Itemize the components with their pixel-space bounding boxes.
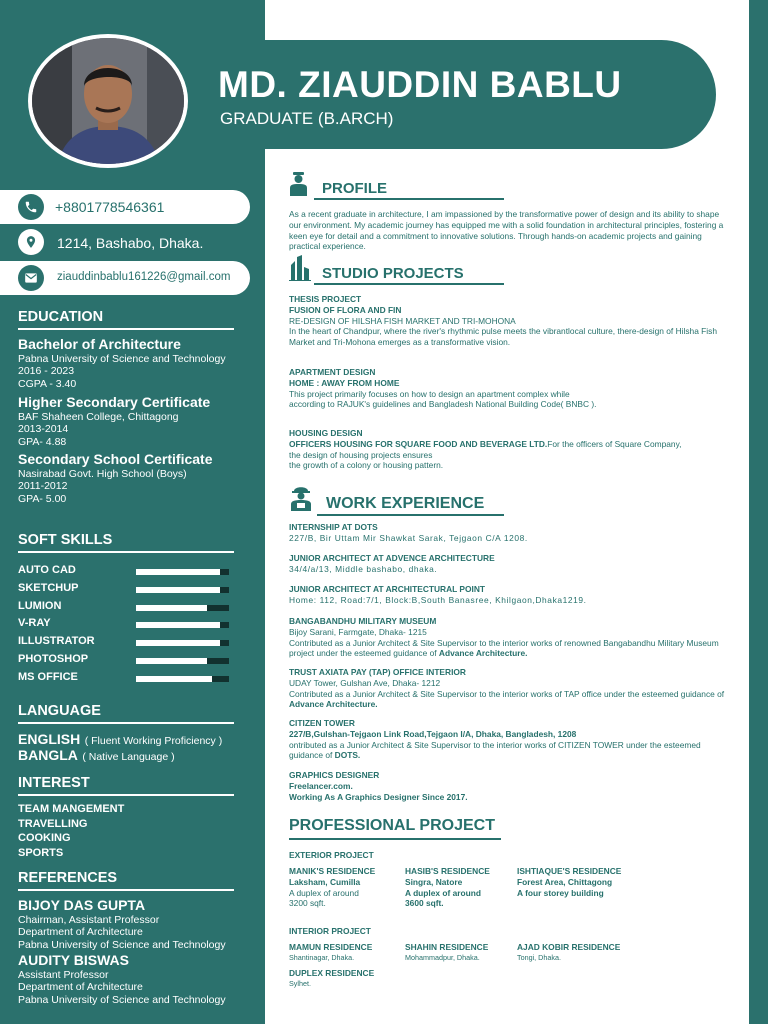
apartment-line: This project primarily focuses on how to design an apartment complex while xyxy=(289,388,570,399)
building-icon xyxy=(289,255,311,281)
skill-level-bar xyxy=(136,658,229,664)
soft-skills-divider xyxy=(18,551,234,553)
skill-level-bar xyxy=(136,640,229,646)
profile-photo xyxy=(28,34,188,168)
project-location: Tongi, Dhaka. xyxy=(517,952,561,962)
project-desc: 3600 sqft. xyxy=(405,898,444,909)
interest-item: TEAM MANGEMENT xyxy=(18,803,125,815)
job-description: Contributed as a Junior Architect & Site Supervisor to the interior works of TAP office under the esteemed guidance of xyxy=(289,688,725,699)
education-item xyxy=(18,451,213,506)
reference-name: AUDITY BISWAS xyxy=(18,952,129,968)
skill-level-bar xyxy=(136,622,229,628)
housing-label: HOUSING DESIGN xyxy=(289,428,363,438)
language-item xyxy=(18,746,175,765)
interest-heading: INTEREST xyxy=(18,775,90,791)
project-desc: A duplex of around xyxy=(289,887,359,898)
interior-project xyxy=(289,942,404,962)
professional-divider xyxy=(289,838,501,840)
interior-project xyxy=(517,942,657,962)
job-address: 34/4/a/13, Middle bashabo, dhaka. xyxy=(289,563,438,574)
soft-skills-heading: SOFT SKILLS xyxy=(18,532,113,548)
degree: Bachelor of Architecture xyxy=(18,336,181,352)
job-title: CITIZEN TOWER xyxy=(289,718,355,728)
education-heading: EDUCATION xyxy=(18,309,104,325)
job-line: Working As A Graphics Designer Since 2017. xyxy=(289,791,468,802)
reference-line: Assistant Professor xyxy=(18,968,109,981)
apartment-line: according to RAJUK's guidelines and Bangladesh National Building Code( BNBC ). xyxy=(289,399,597,410)
skill-level-fill xyxy=(136,640,220,646)
project-name: ISHTIAQUE'S RESIDENCE xyxy=(517,866,622,876)
years: 2016 - 2023 xyxy=(18,365,75,378)
right-accent-strip xyxy=(749,0,768,1024)
skill-level-fill xyxy=(136,622,220,628)
job-line: Freelancer.com. xyxy=(289,780,353,791)
skill-label: LUMION xyxy=(18,599,62,612)
apartment-project xyxy=(289,367,729,410)
reference-line: Department of Architecture xyxy=(18,926,143,939)
project-name: SHAHIN RESIDENCE xyxy=(405,942,489,952)
project-location: Singra, Natore xyxy=(405,876,463,887)
skill-label: AUTO CAD xyxy=(18,564,76,576)
interest-item: COOKING xyxy=(18,832,71,844)
skill-level-fill xyxy=(136,658,207,664)
profile-divider xyxy=(314,198,504,200)
job-org: Advance Architecture. xyxy=(289,699,378,710)
work-item xyxy=(289,553,729,575)
language-heading: LANGUAGE xyxy=(18,703,101,719)
institution: Pabna University of Science and Technology xyxy=(18,352,226,365)
exterior-project xyxy=(289,866,399,909)
skill-label: MS OFFICE xyxy=(18,670,78,683)
job-org: Advance Architecture. xyxy=(438,648,528,659)
work-item xyxy=(289,522,729,544)
institution: Nasirabad Govt. High School (Boys) xyxy=(18,467,187,480)
interior-project xyxy=(405,942,515,962)
job-description: ontributed as a Junior Architect & Site Supervisor to the interior works of CITIZEN TOWER under the esteemed guidance of xyxy=(289,739,701,761)
degree: Secondary School Certificate xyxy=(18,451,213,467)
thesis-title: FUSION OF FLORA AND FIN xyxy=(289,304,402,315)
job-address: Home: 112, Road:7/1, Block:B,South Banasree, Khilgaon,Dhaka1219. xyxy=(289,594,587,605)
housing-project xyxy=(289,428,729,471)
housing-line: the design of housing projects ensures xyxy=(289,449,433,460)
result: GPA- 4.88 xyxy=(18,435,67,448)
result: CGPA - 3.40 xyxy=(18,377,77,390)
applicant-degree: GRADUATE (B.ARCH) xyxy=(220,109,394,128)
work-divider xyxy=(317,514,504,516)
phone-icon xyxy=(18,194,44,220)
project-location: Mohammadpur, Dhaka. xyxy=(405,952,480,962)
reference-item xyxy=(18,952,226,1007)
phone-pill xyxy=(0,190,250,224)
job-address: UDAY Tower, Gulshan Ave, Dhaka- 1212 xyxy=(289,677,441,688)
job-title: INTERNSHIP AT DOTS xyxy=(289,522,378,532)
thesis-project xyxy=(289,294,729,348)
housing-line: the growth of a colony or housing pattern. xyxy=(289,460,444,471)
work-item xyxy=(289,667,729,710)
job-title: JUNIOR ARCHITECT AT ARCHITECTURAL POINT xyxy=(289,584,486,594)
interest-item: SPORTS xyxy=(18,846,64,859)
institution: BAF Shaheen College, Chittagong xyxy=(18,410,179,423)
skill-level-bar xyxy=(136,676,229,682)
skill-label: V-RAY xyxy=(18,617,51,630)
applicant-name: MD. ZIAUDDIN BABLU xyxy=(218,64,622,105)
apartment-label: APARTMENT DESIGN xyxy=(289,367,376,377)
work-item xyxy=(289,584,729,606)
education-item xyxy=(18,394,210,449)
reference-line: Department of Architecture xyxy=(18,981,143,994)
interest-list xyxy=(18,802,124,860)
profile-heading: PROFILE xyxy=(322,180,388,197)
email-pill xyxy=(0,261,250,295)
work-item xyxy=(289,770,729,802)
language-detail: ( Fluent Working Proficiency ) xyxy=(84,735,223,747)
job-title: TRUST AXIATA PAY (TAP) OFFICE INTERIOR xyxy=(289,667,466,677)
project-location: Laksham, Cumilla xyxy=(289,876,361,887)
work-heading: WORK EXPERIENCE xyxy=(326,495,485,512)
job-address: 227/B,Gulshan-Tejgaon Link Road,Tejgaon I/A, Dhaka, Bangladesh, 1208 xyxy=(289,728,577,739)
job-title: JUNIOR ARCHITECT AT ADVENCE ARCHITECTURE xyxy=(289,553,495,563)
studio-heading: STUDIO PROJECTS xyxy=(322,265,464,282)
skill-label: PHOTOSHOP xyxy=(18,653,89,665)
reference-line: Pabna University of Science and Technology xyxy=(18,938,226,951)
email-icon xyxy=(18,265,44,291)
exterior-project xyxy=(405,866,515,909)
housing-line: For the officers of Square Company, xyxy=(547,438,682,449)
job-address: 227/B, Bir Uttam Mir Shawkat Sarak, Tejgaon C/A 1208. xyxy=(289,532,528,543)
degree: Higher Secondary Certificate xyxy=(18,394,211,410)
phone-number[interactable]: +8801778546361 xyxy=(55,199,165,215)
project-desc: 3200 sqft. xyxy=(289,898,326,909)
thesis-subtitle: RE-DESIGN OF HILSHA FISH MARKET AND TRI-MOHONA xyxy=(289,315,516,326)
job-title: BANGABANDHU MILITARY MUSEUM xyxy=(289,616,437,626)
language-divider xyxy=(18,722,234,724)
project-location: Shantinagar, Dhaka. xyxy=(289,952,355,962)
references-divider xyxy=(18,889,234,891)
references-heading: REFERENCES xyxy=(18,870,118,886)
job-address: Bijoy Sarani, Farmgate, Dhaka- 1215 xyxy=(289,626,427,637)
address-text: 1214, Bashabo, Dhaka. xyxy=(57,235,204,251)
education-item xyxy=(18,336,226,391)
project-location: Sylhet. xyxy=(289,978,311,988)
project-name: MAMUN RESIDENCE xyxy=(289,942,373,952)
project-desc: A duplex of around xyxy=(405,887,481,898)
skill-label: ILLUSTRATOR xyxy=(18,635,95,648)
professional-heading: PROFESSIONAL PROJECT xyxy=(289,817,495,834)
project-name: HASIB'S RESIDENCE xyxy=(405,866,490,876)
skill-level-fill xyxy=(136,605,207,611)
worker-icon xyxy=(288,483,314,511)
job-description: Contributed as a Junior Architect & Site Supervisor to the interior works of renowned Bangabandhu Military Museum project under the esteemed guidance of xyxy=(289,637,719,659)
studio-divider xyxy=(314,283,504,285)
skill-label: SKETCHUP xyxy=(18,581,79,594)
years: 2011-2012 xyxy=(18,480,68,493)
job-title: GRAPHICS DESIGNER xyxy=(289,770,380,780)
skill-level-fill xyxy=(136,569,220,575)
skill-level-bar xyxy=(136,569,229,575)
work-item xyxy=(289,718,729,761)
project-name: AJAD KOBIR RESIDENCE xyxy=(517,942,621,952)
skill-level-bar xyxy=(136,587,229,593)
language-name: BANGLA xyxy=(18,747,78,763)
job-org: DOTS. xyxy=(334,750,361,761)
exterior-label: EXTERIOR PROJECT xyxy=(289,850,374,860)
reference-item xyxy=(18,897,226,952)
profile-text: As a recent graduate in architecture, I am impassioned by the transformative power of design and its ability to shape our environment. My academic journey has equipped me with a solid foundation in architectural principles, fostering a keen eye for detail and a commitment to innovative solutions. Through hands-on academic projects and gaining practical experience. xyxy=(289,209,724,252)
person-icon xyxy=(289,172,308,196)
thesis-text: In the heart of Chandpur, where the river's rhythmic pulse meets the vibrantlocal culture, there-design of Hilsha Fish Market and Tri-Mohona emerges as a transformative vision. xyxy=(289,326,718,347)
education-divider xyxy=(18,328,234,330)
years: 2013-2014 xyxy=(18,423,69,436)
skill-level-bar xyxy=(136,605,229,611)
interior-label: INTERIOR PROJECT xyxy=(289,926,371,936)
reference-name: BIJOY DAS GUPTA xyxy=(18,897,146,913)
skill-level-fill xyxy=(136,587,220,593)
reference-line: Pabna University of Science and Technology xyxy=(18,993,226,1006)
thesis-label: THESIS PROJECT xyxy=(289,294,362,304)
location-icon xyxy=(18,229,44,255)
project-desc: A four storey building xyxy=(517,887,604,898)
exterior-project xyxy=(517,866,657,898)
apartment-title: HOME : AWAY FROM HOME xyxy=(289,377,400,388)
project-name: MANIK'S RESIDENCE xyxy=(289,866,376,876)
housing-title: OFFICERS HOUSING FOR SQUARE FOOD AND BEVERAGE LTD. xyxy=(289,438,548,449)
interest-divider xyxy=(18,794,234,796)
interior-project xyxy=(289,968,404,988)
project-location: Forest Area, Chittagong xyxy=(517,876,613,887)
language-name: ENGLISH xyxy=(18,731,81,747)
reference-line: Chairman, Assistant Professor xyxy=(18,913,160,926)
skill-level-fill xyxy=(136,676,212,682)
interest-item: TRAVELLING xyxy=(18,817,88,830)
language-detail: ( Native Language ) xyxy=(82,751,175,763)
project-name: DUPLEX RESIDENCE xyxy=(289,968,375,978)
work-item xyxy=(289,616,729,659)
email-address[interactable]: ziauddinbablu161226@gmail.com xyxy=(57,271,231,283)
result: GPA- 5.00 xyxy=(18,492,67,505)
